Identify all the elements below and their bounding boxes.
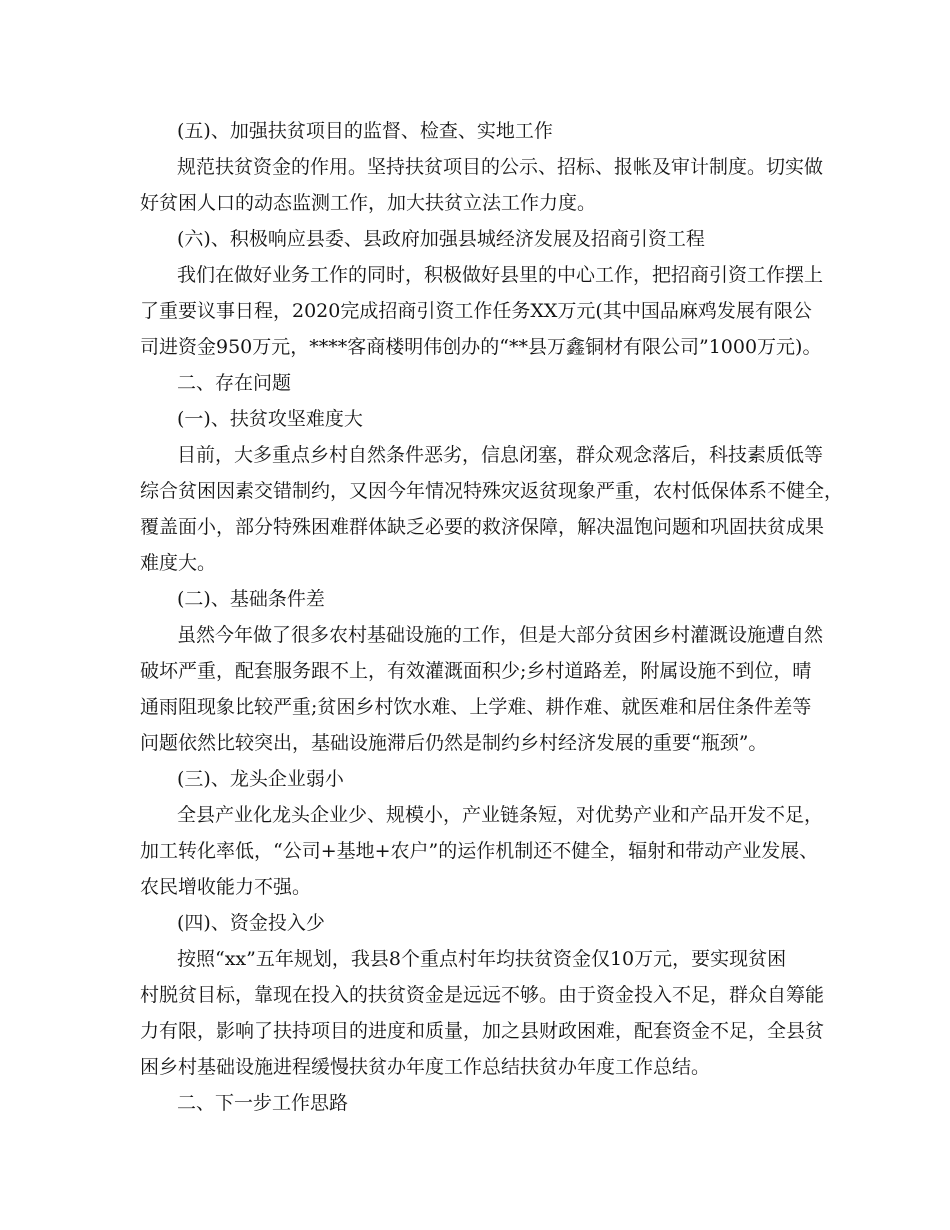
text-line: (一)、扶贫攻坚难度大	[177, 408, 363, 430]
text-line: 力有限，影响了扶持项目的进度和质量，加之县财政困难，配套资金不足，全县贫	[140, 1020, 825, 1042]
text-line: (五)、加强扶贫项目的监督、检查、实地工作	[177, 120, 553, 142]
text-line: 二、下一步工作思路	[177, 1092, 349, 1114]
text-line: 我们在做好业务工作的同时，积极做好县里的中心工作，把招商引资工作摆上	[177, 264, 824, 286]
text-line: 司进资金950万元，****客商楼明伟创办的“**县万鑫铜材有限公司”1000万元)。	[140, 336, 822, 358]
text-line: 全县产业化龙头企业少、规模小，产业链条短，对优势产业和产品开发不足，	[177, 804, 824, 826]
text-line: 难度大。	[140, 552, 217, 574]
text-line: 规范扶贫资金的作用。坚持扶贫项目的公示、招标、报帐及审计制度。切实做	[177, 156, 824, 178]
text-line: (四)、资金投入少	[177, 912, 325, 934]
text-line: 二、存在问题	[177, 372, 292, 394]
text-line: 问题依然比较突出，基础设施滞后仍然是制约乡村经济发展的重要“瓶颈”。	[140, 732, 768, 754]
text-line: (二)、基础条件差	[177, 588, 325, 610]
text-line: 通雨阻现象比较严重;贫困乡村饮水难、上学难、耕作难、就医难和居住条件差等	[140, 696, 812, 718]
text-line: 农民增收能力不强。	[140, 876, 312, 898]
document-body	[140, 113, 844, 1121]
text-line: 综合贫困因素交错制约，又因今年情况特殊灾返贫现象严重，农村低保体系不健全，	[140, 480, 844, 502]
text-line: 加工转化率低，“公司+基地+农户”的运作机制还不健全，辐射和带动产业发展、	[140, 840, 819, 862]
text-line: 好贫困人口的动态监测工作，加大扶贫立法工作力度。	[140, 192, 597, 214]
text-line: 按照“xx”五年规划，我县8个重点村年均扶贫资金仅10万元，要实现贫困	[177, 948, 787, 970]
text-line: 困乡村基础设施进程缓慢扶贫办年度工作总结扶贫办年度工作总结。	[140, 1056, 711, 1078]
text-line: 村脱贫目标，靠现在投入的扶贫资金是远远不够。由于资金投入不足，群众自筹能	[140, 984, 825, 1006]
text-line: 虽然今年做了很多农村基础设施的工作，但是大部分贫困乡村灌溉设施遭自然	[177, 624, 824, 646]
text-line: 了重要议事日程，2020完成招商引资工作任务XX万元(其中国品麻鸡发展有限公	[140, 300, 812, 322]
text-line: (六)、积极响应县委、县政府加强县城经济发展及招商引资工程	[177, 228, 705, 250]
text-line: 目前，大多重点乡村自然条件恶劣，信息闭塞，群众观念落后，科技素质低等	[177, 444, 824, 466]
text-line: 覆盖面小，部分特殊困难群体缺乏必要的救济保障，解决温饱问题和巩固扶贫成果	[140, 516, 825, 538]
text-line: 破坏严重，配套服务跟不上，有效灌溉面积少;乡村道路差，附属设施不到位，晴	[140, 660, 812, 682]
text-line: (三)、龙头企业弱小	[177, 768, 344, 790]
